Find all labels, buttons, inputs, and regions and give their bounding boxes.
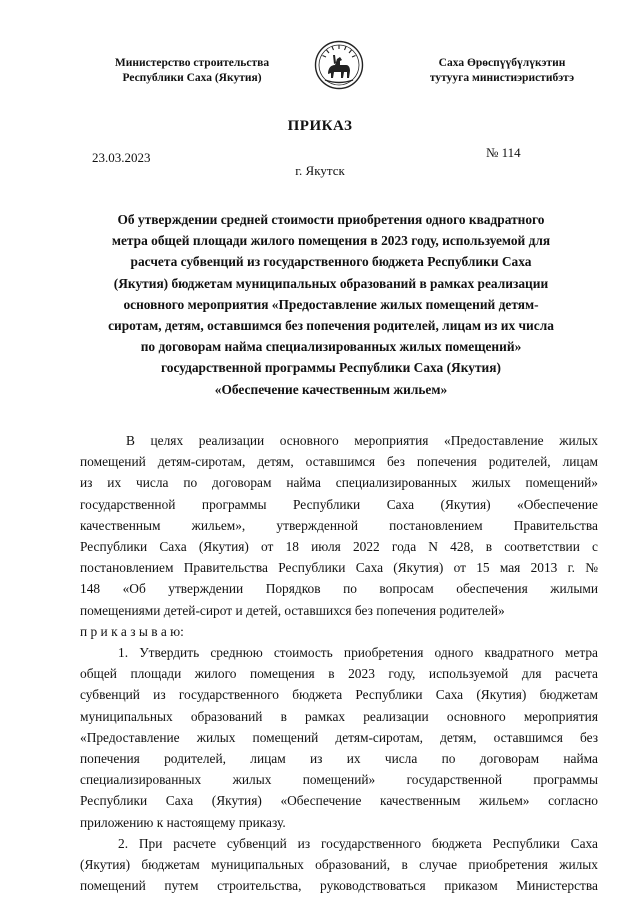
title-line: Об утверждении средней стоимости приобретения одного квадратного	[117, 212, 545, 227]
body-line: приложению к настоящему приказу.	[80, 814, 286, 830]
document-title	[80, 209, 582, 400]
body-line: помещений детям-сиротам, детям, оставшимся без попечения родителей, лицам	[80, 454, 598, 470]
order-word: п р и к а з ы в а ю:	[80, 623, 184, 639]
body-line: государственной программы Республики Саха (Якутия) «Обеспечение	[80, 496, 598, 512]
ministry-name-sakha	[402, 56, 602, 86]
body-line: 148 «Об утверждении Порядков по вопросам обеспечения жилыми	[80, 581, 598, 597]
title-line: (Якутия) бюджетам муниципальных образований в рамках реализации	[113, 275, 549, 291]
body-line: Республики Саха (Якутия) «Обеспечение качественным жильем» согласно	[80, 793, 598, 809]
body-line: субвенций из государственного бюджета Республики Саха (Якутия) бюджетам	[80, 687, 598, 703]
title-line: государственной программы Республики Саха (Якутия)	[161, 360, 501, 376]
body-line: помещениями детей-сирот и детей, оставшихся без попечения родителей»	[80, 602, 505, 618]
body-line: постановлением Правительства Республики Саха (Якутия) от 15 мая 2013 г. №	[80, 560, 598, 576]
ministry-name-sakha-line: Саха Өрөспүүбүлүкэтин	[438, 57, 566, 69]
body-line: из их числа по договорам найма специализированных жилых помещений»	[80, 475, 598, 491]
title-line: сиротам, детям, оставшимся без попечения родителей, лицам из их числа	[108, 318, 554, 334]
ministry-name-sakha-line: тутууга министиэристибэтэ	[429, 72, 575, 84]
document-body	[80, 430, 598, 896]
body-line: общей площади жилого помещения в 2023 году, используемой для расчета	[80, 666, 598, 682]
ministry-name-ru-line: Министерство строительства	[114, 57, 270, 69]
coat-of-arms-icon	[314, 40, 364, 90]
title-line: «Обеспечение качественным жильем»	[214, 381, 448, 397]
body-line: Республики Саха (Якутия) от 18 июля 2022 года N 428, в соответствии с	[80, 539, 598, 555]
title-line: по договорам найма специализированных жилых помещений»	[140, 339, 522, 355]
title-line: метра общей площади жилого помещения в 2023 году, используемой для	[111, 233, 551, 249]
body-line: 2. При расчете субвенций из государственного бюджета Республики Саха	[118, 835, 598, 851]
title-line: расчета субвенций из государственного бюджета Республики Саха	[130, 254, 532, 270]
document-date: 23.03.2023	[92, 150, 151, 165]
body-line: специализированных жилых помещений» государственной программы	[80, 772, 598, 788]
body-line: качественным жильем», утвержденной постановлением Правительства	[80, 517, 598, 533]
ministry-name-ru-line: Республики Саха (Якутия)	[122, 72, 262, 84]
document-city: г. Якутск	[295, 163, 345, 178]
document-number: № 114	[486, 145, 521, 160]
title-line: основного мероприятия «Предоставление жилых помещений детям-	[123, 296, 539, 312]
body-line: (Якутия) бюджетам муниципальных образований, в случае приобретения жилых	[80, 857, 598, 873]
body-line: «Предоставление жилых помещений детям-сиротам, детям, оставшимся без	[80, 729, 598, 745]
body-line: 1. Утвердить среднюю стоимость приобретения одного квадратного метра	[118, 645, 598, 661]
body-line: муниципальных образований в рамках реализации основного мероприятия	[80, 708, 598, 724]
body-line: помещений путем строительства, руководствоваться приказом Министерства	[80, 878, 598, 894]
document-type: ПРИКАЗ	[287, 118, 353, 134]
ministry-name-russian	[96, 56, 288, 86]
body-line: попечения родителей, лицам из их числа по договорам найма	[80, 751, 598, 767]
body-line: В целях реализации основного мероприятия «Предоставление жилых	[126, 433, 598, 448]
